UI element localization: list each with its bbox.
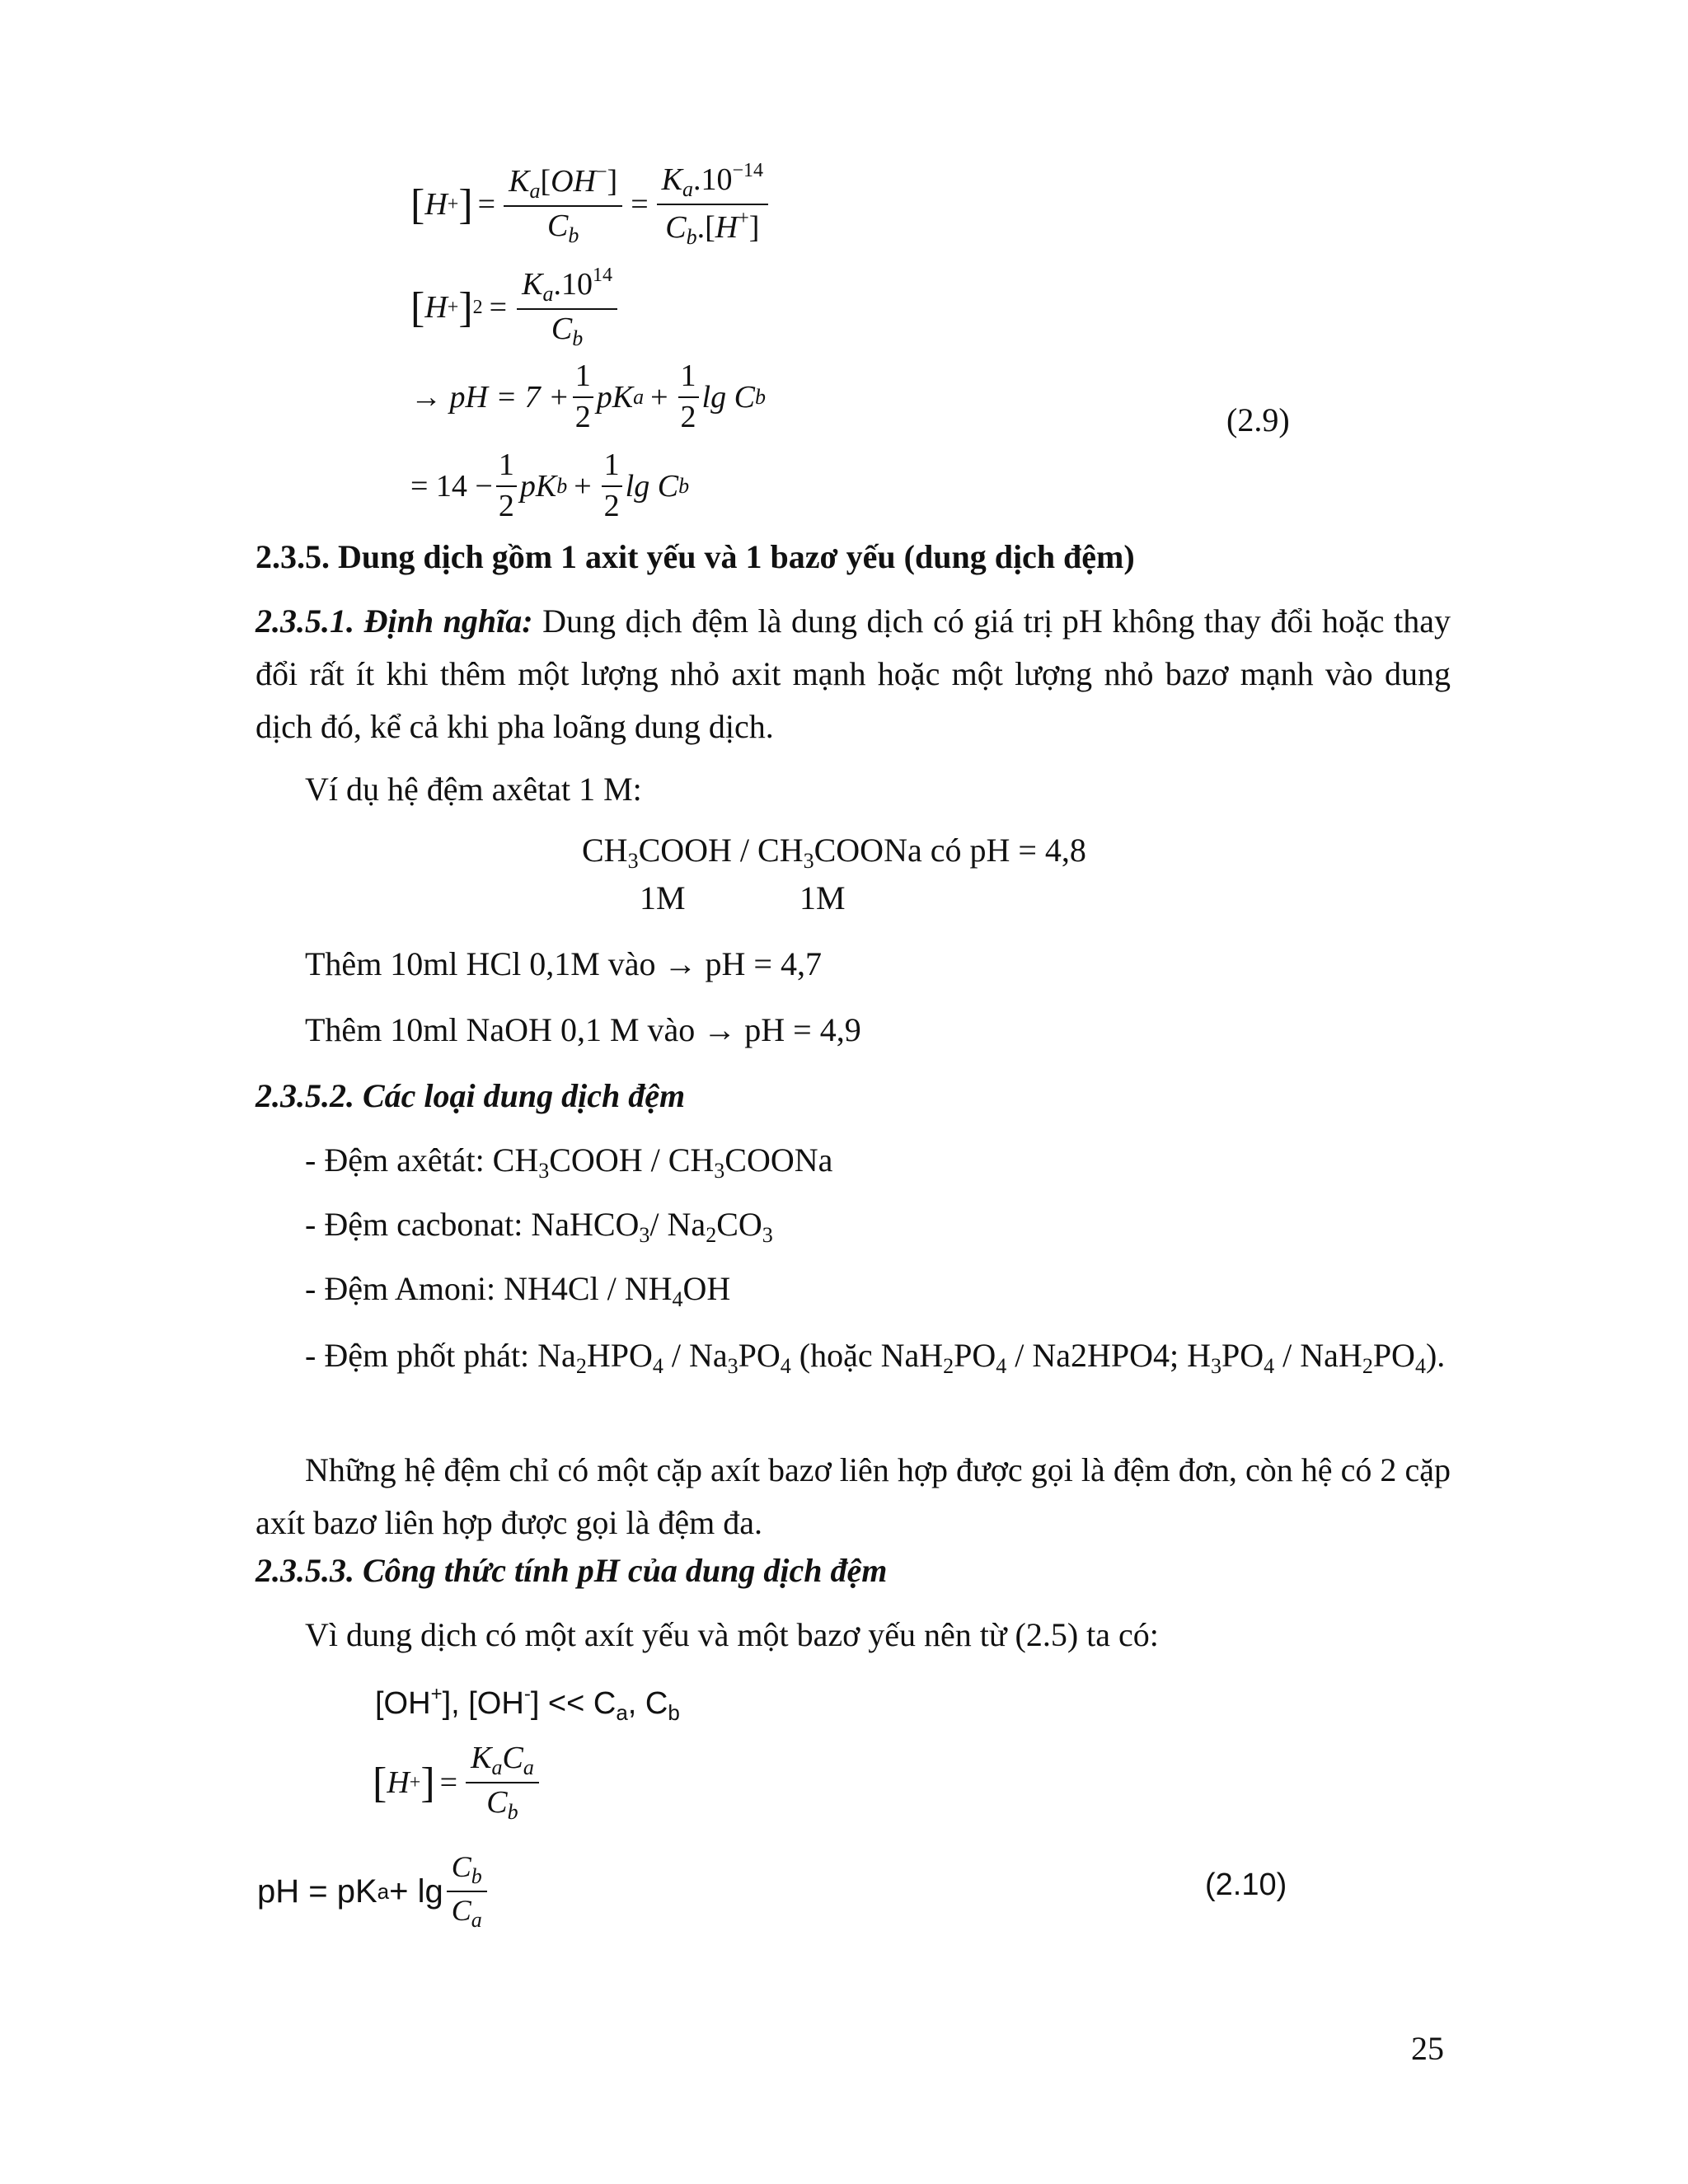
formula-h-squared: [ H + ] 2 = $\frac{K_a.10^{14}}{C_b}$	[410, 262, 621, 353]
fraction: $\frac{K_a[OH^-]}{C_b}$	[504, 162, 622, 247]
equals: =	[439, 1765, 458, 1800]
fraction-half: $\frac{1}{2}$	[602, 449, 622, 523]
sup: −	[596, 161, 607, 183]
equals: =	[631, 187, 649, 222]
example-intro: Ví dụ hệ đệm axêtat 1 M:	[305, 771, 642, 808]
section-heading: 2.3.5. Dung dịch gồm 1 axit yếu và 1 bazơ yếu (dung dịch đệm)	[256, 538, 1135, 575]
plus: +	[574, 469, 592, 504]
plus: +	[650, 380, 668, 415]
sub: a	[542, 281, 554, 306]
definition-paragraph	[256, 595, 1451, 753]
fraction-half: $\frac{1}{2}$	[678, 360, 699, 434]
fraction-half: $\frac{1}{2}$	[573, 360, 593, 434]
fraction: $\frac{K_a.10^{-14}}{C_b.[H^+]}$	[657, 161, 768, 249]
c: C	[551, 312, 573, 346]
sup: 14	[592, 264, 612, 286]
sup: −14	[732, 159, 764, 181]
fraction	[517, 265, 617, 350]
ph-intro: Vì dung dịch có một axít yếu và một bazơ yếu nên từ (2.5) ta có:	[305, 1616, 1159, 1653]
sub: b	[686, 225, 697, 249]
ph-expression: = 14 −	[410, 469, 493, 504]
formula-h-plus-ratio	[410, 155, 771, 254]
subsection-heading: 2.3.5.3. Công thức tính pH của dung dịch đệm	[256, 1552, 888, 1589]
h-symbol: H	[424, 187, 448, 222]
square: 2	[472, 296, 483, 318]
buffer-phosphate: - Đệm phốt phát: $Na_2HPO_4 / Na_3PO_4$ (hoặc $NaH_2PO_4 / Na2HPO4$; $H_3PO_4 / NaH_2PO_4$).	[305, 1337, 1446, 1378]
concentration-1: 1M	[640, 879, 686, 916]
c: C	[546, 209, 569, 243]
lg-cb: lg C	[701, 380, 755, 415]
k: K	[661, 162, 682, 197]
sup: +	[447, 296, 459, 318]
concentration-2: 1M	[799, 879, 846, 916]
formula-buffer-h: [ H + ] = $\frac{K_aC_a}{C_b}$	[373, 1737, 542, 1828]
equation-number: (2.9)	[1226, 401, 1290, 438]
oh: OH	[551, 163, 596, 199]
buffer-note: Những hệ đệm chỉ có một cặp axít bazơ liên hợp được gọi là đệm đơn, còn hệ có 2 cặp axít bazơ liên hợp được gọi là đệm đa.	[256, 1451, 1451, 1541]
formula-ph-pka	[410, 356, 766, 438]
definition-text: Dung dịch đệm là dung dịch có giá trị pH không thay đổi hoặc thay đổi rất ít khi thêm một lượng nhỏ axit mạnh hoặc một lượng nhỏ bazơ mạnh vào dung dịch đó, kể cả khi pha loãng dung dịch.	[256, 602, 1451, 745]
k: K	[509, 163, 530, 199]
page-number: 25	[1411, 2030, 1444, 2067]
k: K	[522, 266, 543, 302]
equals: =	[489, 290, 508, 325]
subsection-heading: 2.3.5.2. Các loại dung dịch đệm	[256, 1077, 686, 1114]
buffer-acetate: - Đệm axêtát: $CH_3COOH$ / $CH_3COONa$	[305, 1141, 833, 1183]
add-hcl-line: Thêm 10ml HCl 0,1M vào → pH = 4,7	[305, 945, 822, 982]
lg-cb: lg C	[625, 469, 679, 504]
formula-henderson: pH = pK a + lg $\frac{C_b}{C_a}$	[257, 1846, 490, 1937]
equals: =	[477, 187, 496, 222]
fraction-half: $\frac{1}{2}$	[496, 449, 517, 523]
sup: +	[738, 208, 749, 229]
bracket: [	[410, 180, 425, 228]
sup: +	[409, 1771, 421, 1793]
equation-number: (2.10)	[1205, 1868, 1287, 1902]
h-symbol: H	[424, 290, 448, 325]
sub: b	[568, 223, 579, 247]
power-base: .10	[553, 266, 593, 302]
h-symbol: H	[715, 210, 738, 245]
h-symbol: H	[387, 1765, 410, 1800]
pkb: pK	[519, 469, 557, 504]
buffer-carbonate: - Đệm cacbonat: NaHCO$_3$/ $Na_2CO_3$	[305, 1206, 773, 1247]
ph-expression: → pH = 7 +	[410, 380, 570, 415]
sub: b	[754, 385, 766, 409]
fraction: $\frac{C_b}{C_a}$	[447, 1852, 487, 1932]
sub: a	[682, 176, 693, 201]
fraction: $\frac{K_aC_a}{C_b}$	[466, 1742, 539, 1824]
sub: b	[572, 326, 584, 350]
sub: b	[678, 474, 690, 498]
sub: b	[556, 474, 568, 498]
add-naoh-line: Thêm 10ml NaOH 0,1 M vào → pH = 4,9	[305, 1011, 861, 1048]
sub: a	[529, 178, 541, 203]
bracket: ]	[458, 180, 473, 228]
c: C	[665, 210, 687, 245]
dot: .	[696, 210, 706, 245]
sup: +	[447, 193, 459, 215]
power-base: .10	[693, 162, 733, 197]
condition-line: [OH+], $[OH^-] << C_a$, $C_b$	[375, 1683, 680, 1725]
formula-ph-pkb	[410, 445, 689, 527]
pka: pK	[596, 380, 634, 415]
sub: a	[633, 385, 645, 409]
example-formula: $CH_3COOH$ / $CH_3COONa$ có pH = 4,8	[582, 832, 1086, 873]
definition-label: 2.3.5.1. Định nghĩa:	[256, 602, 533, 640]
buffer-ammonium: - Đệm Amoni: $NH4Cl / NH_4OH$	[305, 1270, 731, 1311]
